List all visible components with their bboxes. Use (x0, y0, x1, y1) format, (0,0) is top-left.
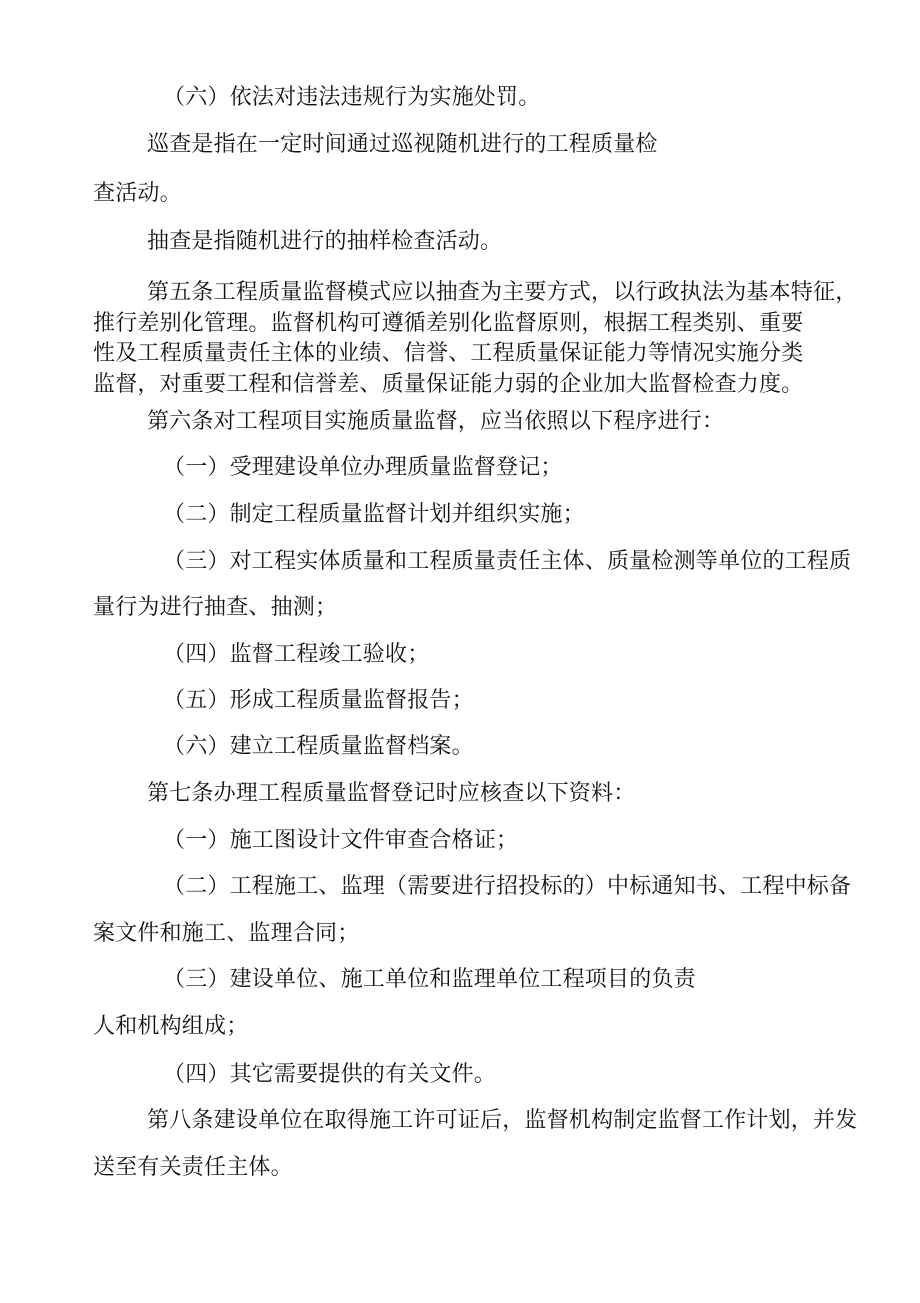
text-line: 第八条建设单位在取得施工许可证后，监督机构制定监督工作计划，并发 (147, 1108, 858, 1133)
text-line: 量行为进行抽查、抽测； (93, 595, 338, 620)
text-line: （五）形成工程质量监督报告； (163, 688, 474, 713)
text-line: （六）依法对违法违规行为实施处罚。 (163, 85, 541, 110)
text-line: 性及工程质量责任主体的业绩、信誉、工程质量保证能力等情况实施分类 (93, 341, 804, 366)
text-line: 送至有关责任主体。 (93, 1155, 293, 1180)
text-line: 案文件和施工、监理合同； (93, 921, 360, 946)
text-line: （四）其它需要提供的有关文件。 (163, 1062, 497, 1087)
text-line: （二）制定工程质量监督计划并组织实施； (163, 502, 585, 527)
text-line: 巡查是指在一定时间通过巡视随机进行的工程质量检 (147, 132, 658, 157)
text-line: 第六条对工程项目实施质量监督，应当依照以下程序进行： (147, 409, 725, 434)
text-line: 查活动。 (93, 181, 182, 206)
text-line: 监督，对重要工程和信誉差、质量保证能力弱的企业加大监督检查力度。 (93, 372, 804, 397)
text-line: （三）建设单位、施工单位和监理单位工程项目的负责 (163, 967, 696, 992)
text-line: 推行差别化管理。监督机构可遵循差别化监督原则，根据工程类别、重要 (93, 311, 804, 336)
text-line: 抽查是指随机进行的抽样检查活动。 (147, 229, 503, 254)
text-line: 人和机构组成； (93, 1014, 249, 1039)
text-line: （四）监督工程竣工验收； (163, 642, 430, 667)
text-line: （三）对工程实体质量和工程质量责任主体、质量检测等单位的工程质 (163, 549, 852, 574)
text-line: 第五条工程质量监督模式应以抽查为主要方式，以行政执法为基本特征， (147, 280, 858, 305)
text-line: （一）施工图设计文件审查合格证； (163, 828, 519, 853)
text-line: （二）工程施工、监理（需要进行招投标的）中标通知书、工程中标备 (163, 874, 852, 899)
text-line: （一）受理建设单位办理质量监督登记； (163, 455, 563, 480)
text-line: （六）建立工程质量监督档案。 (163, 734, 474, 759)
text-line: 第七条办理工程质量监督登记时应核查以下资料： (147, 781, 636, 806)
